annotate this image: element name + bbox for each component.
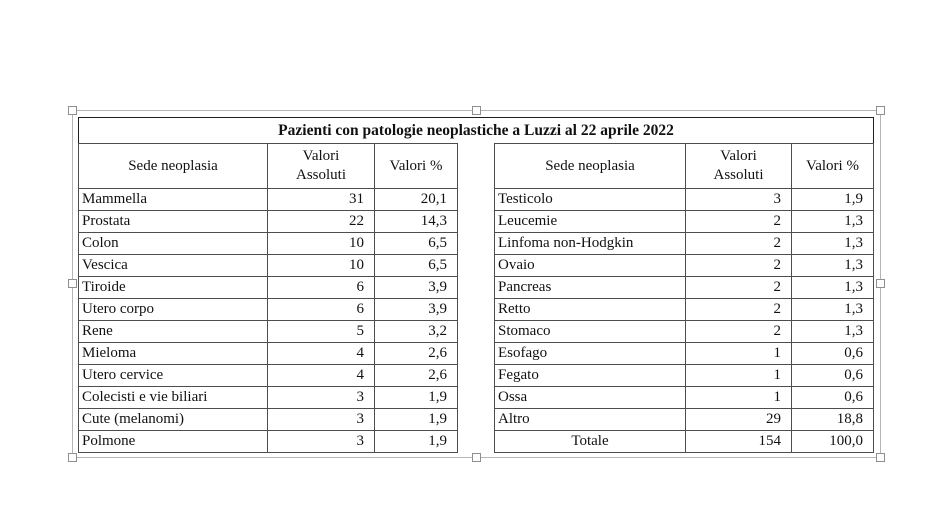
cell-abs: 2: [686, 277, 792, 299]
resize-handle-top-right[interactable]: [876, 106, 885, 115]
cell-abs: 31: [268, 189, 375, 211]
header-valori-assoluti: [686, 144, 792, 189]
cell-abs: 5: [268, 321, 375, 343]
cell-abs: 3: [268, 387, 375, 409]
cell-abs: 3: [686, 189, 792, 211]
cell-site: Esofago: [495, 343, 686, 365]
header-label: Sede neoplasia: [128, 157, 218, 174]
cell-abs: 2: [686, 321, 792, 343]
cell-site: Fegato: [495, 365, 686, 387]
resize-handle-top-left[interactable]: [68, 106, 77, 115]
cell-pct: 20,1: [375, 189, 458, 211]
table-row: [495, 343, 874, 365]
table-row: [495, 431, 874, 453]
table-row: [495, 233, 874, 255]
resize-handle-bottom-right[interactable]: [876, 453, 885, 462]
cell-site: Ossa: [495, 387, 686, 409]
cell-site: Utero corpo: [79, 299, 268, 321]
cell-site: Cute (melanomi): [79, 409, 268, 431]
table-row: [495, 409, 874, 431]
header-label: Valori %: [806, 157, 859, 174]
cell-site: Linfoma non-Hodgkin: [495, 233, 686, 255]
table-gap: [458, 143, 494, 453]
cell-abs: 29: [686, 409, 792, 431]
tables-container: [78, 143, 874, 453]
cell-abs: 22: [268, 211, 375, 233]
neoplasia-table-object[interactable]: [78, 117, 874, 453]
table-row: [79, 321, 458, 343]
resize-handle-top-center[interactable]: [472, 106, 481, 115]
cell-pct: 3,9: [375, 299, 458, 321]
cell-site: Colecisti e vie biliari: [79, 387, 268, 409]
table-row: [495, 211, 874, 233]
cell-abs: 6: [268, 277, 375, 299]
cell-pct: 18,8: [792, 409, 874, 431]
table-row: [79, 189, 458, 211]
table-row: [79, 277, 458, 299]
cell-site: Ovaio: [495, 255, 686, 277]
cell-pct: 3,9: [375, 277, 458, 299]
cell-pct: 2,6: [375, 343, 458, 365]
table-row: [79, 431, 458, 453]
cell-abs: 1: [686, 343, 792, 365]
cell-abs: 3: [268, 409, 375, 431]
table-row: [495, 387, 874, 409]
cell-pct: 1,3: [792, 321, 874, 343]
cell-pct: 6,5: [375, 233, 458, 255]
cell-pct: 0,6: [792, 365, 874, 387]
cell-abs: 2: [686, 255, 792, 277]
table-row: [79, 343, 458, 365]
cell-site: Testicolo: [495, 189, 686, 211]
cell-pct: 1,3: [792, 299, 874, 321]
cell-abs: 6: [268, 299, 375, 321]
cell-abs: 1: [686, 387, 792, 409]
header-sede-neoplasia: [79, 144, 268, 189]
resize-handle-bottom-left[interactable]: [68, 453, 77, 462]
cell-pct: 1,9: [375, 431, 458, 453]
cell-site: Pancreas: [495, 277, 686, 299]
cell-pct: 3,2: [375, 321, 458, 343]
cell-pct: 1,9: [792, 189, 874, 211]
table-row: [495, 277, 874, 299]
table-row: [495, 321, 874, 343]
table-row: [495, 365, 874, 387]
cell-pct: 14,3: [375, 211, 458, 233]
cell-pct: 1,3: [792, 233, 874, 255]
cell-abs: 3: [268, 431, 375, 453]
cell-abs: 154: [686, 431, 792, 453]
cell-site: Stomaco: [495, 321, 686, 343]
cell-site: Mammella: [79, 189, 268, 211]
header-row: [79, 144, 458, 189]
header-label: Valori Assoluti: [295, 148, 346, 183]
table-row: [79, 211, 458, 233]
header-label: Sede neoplasia: [545, 157, 635, 174]
table-row: [79, 365, 458, 387]
header-valori-assoluti: [268, 144, 375, 189]
cell-pct: 1,9: [375, 387, 458, 409]
header-valori-percent: [375, 144, 458, 189]
resize-handle-bottom-center[interactable]: [472, 453, 481, 462]
cell-site: Totale: [495, 431, 686, 453]
resize-handle-middle-left[interactable]: [68, 279, 77, 288]
cell-abs: 10: [268, 233, 375, 255]
cell-site: Prostata: [79, 211, 268, 233]
table-row: [79, 387, 458, 409]
table-row: [495, 299, 874, 321]
cell-site: Colon: [79, 233, 268, 255]
table-row: [495, 189, 874, 211]
table-row: [79, 299, 458, 321]
right-table: [494, 143, 874, 453]
cell-abs: 2: [686, 299, 792, 321]
cell-abs: 1: [686, 365, 792, 387]
cell-pct: 1,3: [792, 255, 874, 277]
cell-site: Rene: [79, 321, 268, 343]
table-title: Pazienti con patologie neoplastiche a Luzzi al 22 aprile 2022: [78, 117, 874, 143]
cell-pct: 2,6: [375, 365, 458, 387]
header-label: Valori Assoluti: [713, 148, 764, 183]
resize-handle-middle-right[interactable]: [876, 279, 885, 288]
left-table: [78, 143, 458, 453]
header-row: [495, 144, 874, 189]
cell-pct: 1,3: [792, 211, 874, 233]
header-sede-neoplasia: [495, 144, 686, 189]
table-row: [495, 255, 874, 277]
cell-abs: 2: [686, 233, 792, 255]
cell-pct: 1,9: [375, 409, 458, 431]
table-row: [79, 409, 458, 431]
cell-site: Mieloma: [79, 343, 268, 365]
cell-site: Polmone: [79, 431, 268, 453]
cell-site: Retto: [495, 299, 686, 321]
cell-site: Vescica: [79, 255, 268, 277]
cell-abs: 4: [268, 343, 375, 365]
cell-site: Altro: [495, 409, 686, 431]
header-label: Valori %: [389, 157, 443, 174]
cell-abs: 10: [268, 255, 375, 277]
cell-pct: 6,5: [375, 255, 458, 277]
cell-abs: 4: [268, 365, 375, 387]
cell-abs: 2: [686, 211, 792, 233]
header-valori-percent: [792, 144, 874, 189]
table-row: [79, 255, 458, 277]
cell-pct: 100,0: [792, 431, 874, 453]
cell-pct: 1,3: [792, 277, 874, 299]
cell-site: Leucemie: [495, 211, 686, 233]
cell-pct: 0,6: [792, 343, 874, 365]
cell-site: Tiroide: [79, 277, 268, 299]
cell-site: Utero cervice: [79, 365, 268, 387]
cell-pct: 0,6: [792, 387, 874, 409]
table-row: [79, 233, 458, 255]
